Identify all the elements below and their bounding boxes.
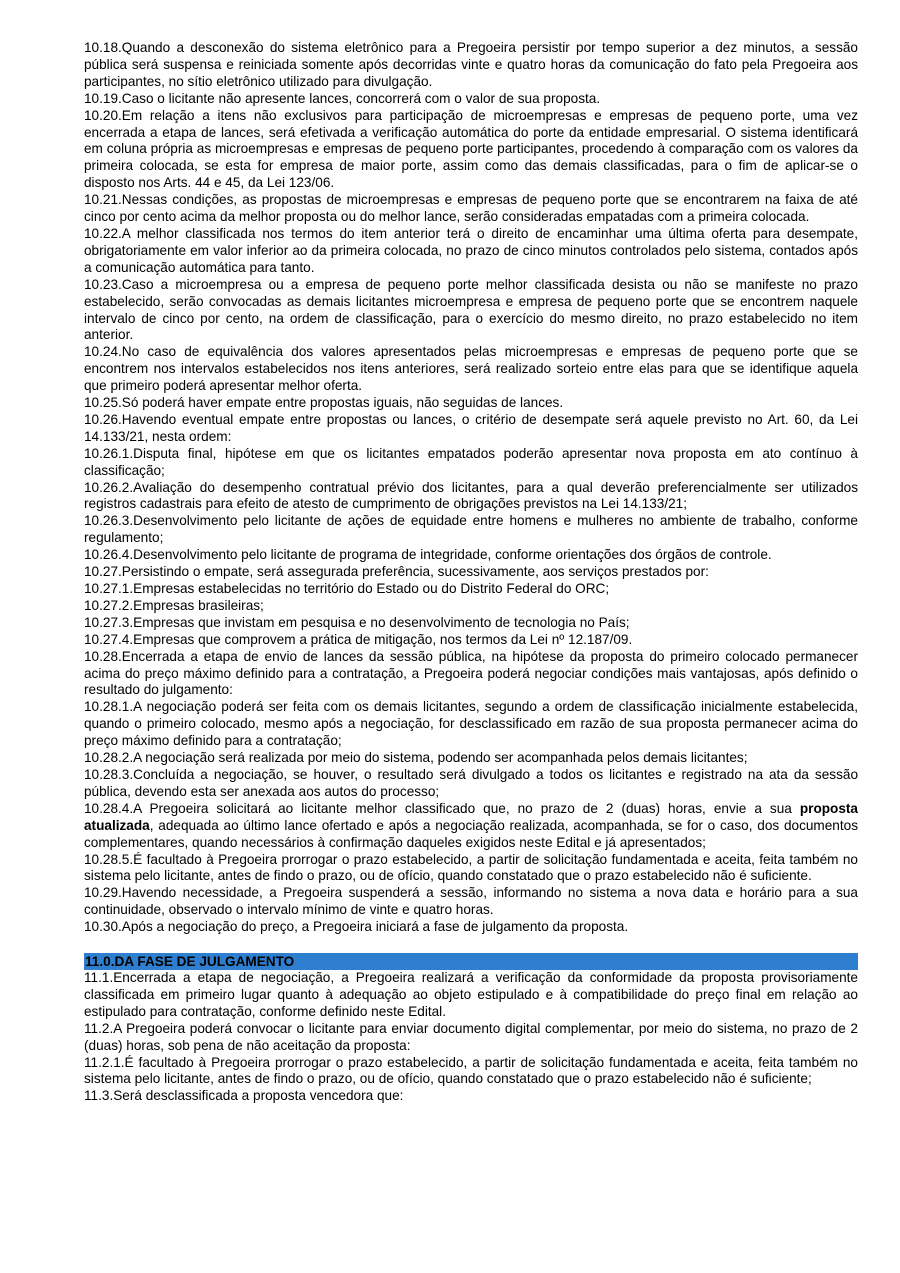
paragraph-10-18: 10.18.Quando a desconexão do sistema eletrônico para a Pregoeira persistir por tempo superior a dez minutos, a sessão pública será suspensa e reiniciada somente após decorridas vinte e quatro horas da comunicação do fato pela Pregoeira aos participantes, no sítio eletrônico utilizado para divulgação. <box>84 40 858 89</box>
paragraph-11-1: 11.1.Encerrada a etapa de negociação, a Pregoeira realizará a verificação da conformidade da proposta provisoriamente classificada em primeiro lugar quanto à adequação ao objeto estipulado e à compatibilidade do preço final em relação ao estipulado para contratação, conforme definido neste Edital. <box>84 970 858 1019</box>
paragraph-10-23: 10.23.Caso a microempresa ou a empresa de pequeno porte melhor classificada desista ou não se manifeste no prazo estabelecido, serão convocadas as demais licitantes microempresa e empresa de pequeno porte que se encontrem naquele intervalo de cinco por cento, na ordem de classificação, para o exercício do mesmo direito, no prazo estabelecido no item anterior. <box>84 276 858 343</box>
paragraph-10-20: 10.20.Em relação a itens não exclusivos para participação de microempresas e empresas de pequeno porte, uma vez encerrada a etapa de lances, será efetivada a verificação automática do porte da entidade empresarial. O sistema identificará em coluna própria as microempresas e empresas de pequeno porte participantes, procedendo à comparação com os valores da primeira colocada, se esta for empresa de maior porte, assim como das demais classificadas, para o fim de aplicar-se o disposto nos Arts. 44 e 45, da Lei 123/06. <box>84 107 858 191</box>
paragraph-10-28-1: 10.28.1.A negociação poderá ser feita com os demais licitantes, segundo a ordem de classificação inicialmente estabelecida, quando o primeiro colocado, mesmo após a negociação, for desclassificado em razão de sua proposta permanecer acima do preço máximo definido para a contratação; <box>84 699 858 749</box>
paragraph-10-28-4-start: 10.28.4.A Pregoeira solicitará ao licitante melhor classificado que, no prazo de 2 (duas) horas, envie a sua <box>84 800 800 816</box>
section-spacer <box>84 936 858 953</box>
bold-proposta-atualizada: proposta atualizada <box>84 800 858 833</box>
paragraph-10-26-2: 10.26.2.Avaliação do desempenho contratual prévio dos licitantes, para a qual deverão preferencialmente ser utilizados registros cadastrais para efeito de atesto de cumprimento de obrigações previstos na Lei 14.133/21; <box>84 479 858 512</box>
paragraph-10-22: 10.22.A melhor classificada nos termos do item anterior terá o direito de encaminhar uma última oferta para desempate, obrigatoriamente em valor inferior ao da primeira colocada, no prazo de cinco minutos controlados pelo sistema, contados após a comunicação automática para tanto. <box>84 225 858 275</box>
paragraph-10-28-5: 10.28.5.É facultado à Pregoeira prorrogar o prazo estabelecido, a partir de solicitação fundamentada e aceita, feita também no sistema pelo licitante, antes de findo o prazo, ou de ofício, quando constatado que o prazo estabelecido não é suficiente. <box>84 851 858 884</box>
paragraph-10-30: 10.30.Após a negociação do preço, a Pregoeira iniciará a fase de julgamento da proposta. <box>84 919 629 935</box>
paragraph-10-19: 10.19.Caso o licitante não apresente lances, concorrerá com o valor de sua proposta. <box>84 90 601 106</box>
paragraph-10-27-4: 10.27.4.Empresas que comprovem a prática de mitigação, nos termos da Lei nº 12.187/09. <box>84 631 633 647</box>
paragraph-10-21: 10.21.Nessas condições, as propostas de microempresas e empresas de pequeno porte que se encontrarem na faixa de até cinco por cento acima da melhor proposta ou do melhor lance, serão consideradas empatadas com a primeira colocada. <box>84 192 858 225</box>
paragraph-10-26-3: 10.26.3.Desenvolvimento pelo licitante de ações de equidade entre homens e mulheres no ambiente de trabalho, conforme regulamento; <box>84 513 858 546</box>
paragraph-10-25: 10.25.Só poderá haver empate entre propostas iguais, não seguidas de lances. <box>84 395 564 411</box>
section-heading: 11.0.DA FASE DE JULGAMENTO <box>84 953 858 970</box>
paragraph-11-2-1: 11.2.1.É facultado à Pregoeira prorrogar o prazo estabelecido, a partir de solicitação fundamentada e aceita, feita também no sistema pelo licitante, antes de findo o prazo, ou de ofício, quando constatado que o prazo estabelecido não é suficiente; <box>84 1054 858 1087</box>
paragraph-11-3: 11.3.Será desclassificada a proposta vencedora que: <box>84 1088 404 1104</box>
paragraph-10-29: 10.29.Havendo necessidade, a Pregoeira suspenderá a sessão, informando no sistema a nova data e horário para a sua continuidade, observado o intervalo mínimo de vinte e quatro horas. <box>84 885 858 918</box>
paragraph-10-26: 10.26.Havendo eventual empate entre propostas ou lances, o critério de desempate será aquele previsto no Art. 60, da Lei 14.133/21, nesta ordem: <box>84 411 858 444</box>
paragraph-11-2: 11.2.A Pregoeira poderá convocar o licitante para enviar documento digital complementar, por meio do sistema, no prazo de 2 (duas) horas, sob pena de não aceitação da proposta: <box>84 1020 858 1053</box>
paragraph-10-26-1: 10.26.1.Disputa final, hipótese em que os licitantes empatados poderão apresentar nova proposta em ato contínuo à classificação; <box>84 445 858 478</box>
paragraph-10-27-3: 10.27.3.Empresas que invistam em pesquisa e no desenvolvimento de tecnologia no País; <box>84 614 630 630</box>
paragraph-10-28-4-end: , adequada ao último lance ofertado e após a negociação realizada, acompanhada, se for o caso, dos documentos complementares, quando necessários à confirmação daqueles exigidos neste Edital e já apresentados; <box>84 817 858 850</box>
paragraph-10-28-2: 10.28.2.A negociação será realizada por meio do sistema, podendo ser acompanhada pelos demais licitantes; <box>84 750 748 766</box>
paragraph-10-27-2: 10.27.2.Empresas brasileiras; <box>84 597 264 613</box>
paragraph-10-24: 10.24.No caso de equivalência dos valores apresentados pelas microempresas e empresas de pequeno porte que se encontrem nos intervalos estabelecidos nos itens anteriores, será realizado sorteio entre elas para que se identifique aquela que primeiro poderá apresentar melhor oferta. <box>84 344 858 394</box>
document-page <box>84 40 858 1105</box>
paragraph-10-26-4: 10.26.4.Desenvolvimento pelo licitante de programa de integridade, conforme orientações dos órgãos de controle. <box>84 547 772 563</box>
paragraph-10-28: 10.28.Encerrada a etapa de envio de lances da sessão pública, na hipótese da proposta do primeiro colocado permanecer acima do preço máximo definido para a contratação, a Pregoeira poderá negociar condições mais vantajosas, após definido o resultado do julgamento: <box>84 648 858 698</box>
paragraph-10-28-3: 10.28.3.Concluída a negociação, se houver, o resultado será divulgado a todos os licitantes e registrado na ata da sessão pública, devendo esta ser anexada aos autos do processo; <box>84 766 858 799</box>
paragraph-10-28-4 <box>84 801 858 852</box>
paragraph-10-27: 10.27.Persistindo o empate, será assegurada preferência, sucessivamente, aos serviços prestados por: <box>84 564 709 580</box>
paragraph-10-27-1: 10.27.1.Empresas estabelecidas no território do Estado ou do Distrito Federal do ORC; <box>84 581 610 596</box>
